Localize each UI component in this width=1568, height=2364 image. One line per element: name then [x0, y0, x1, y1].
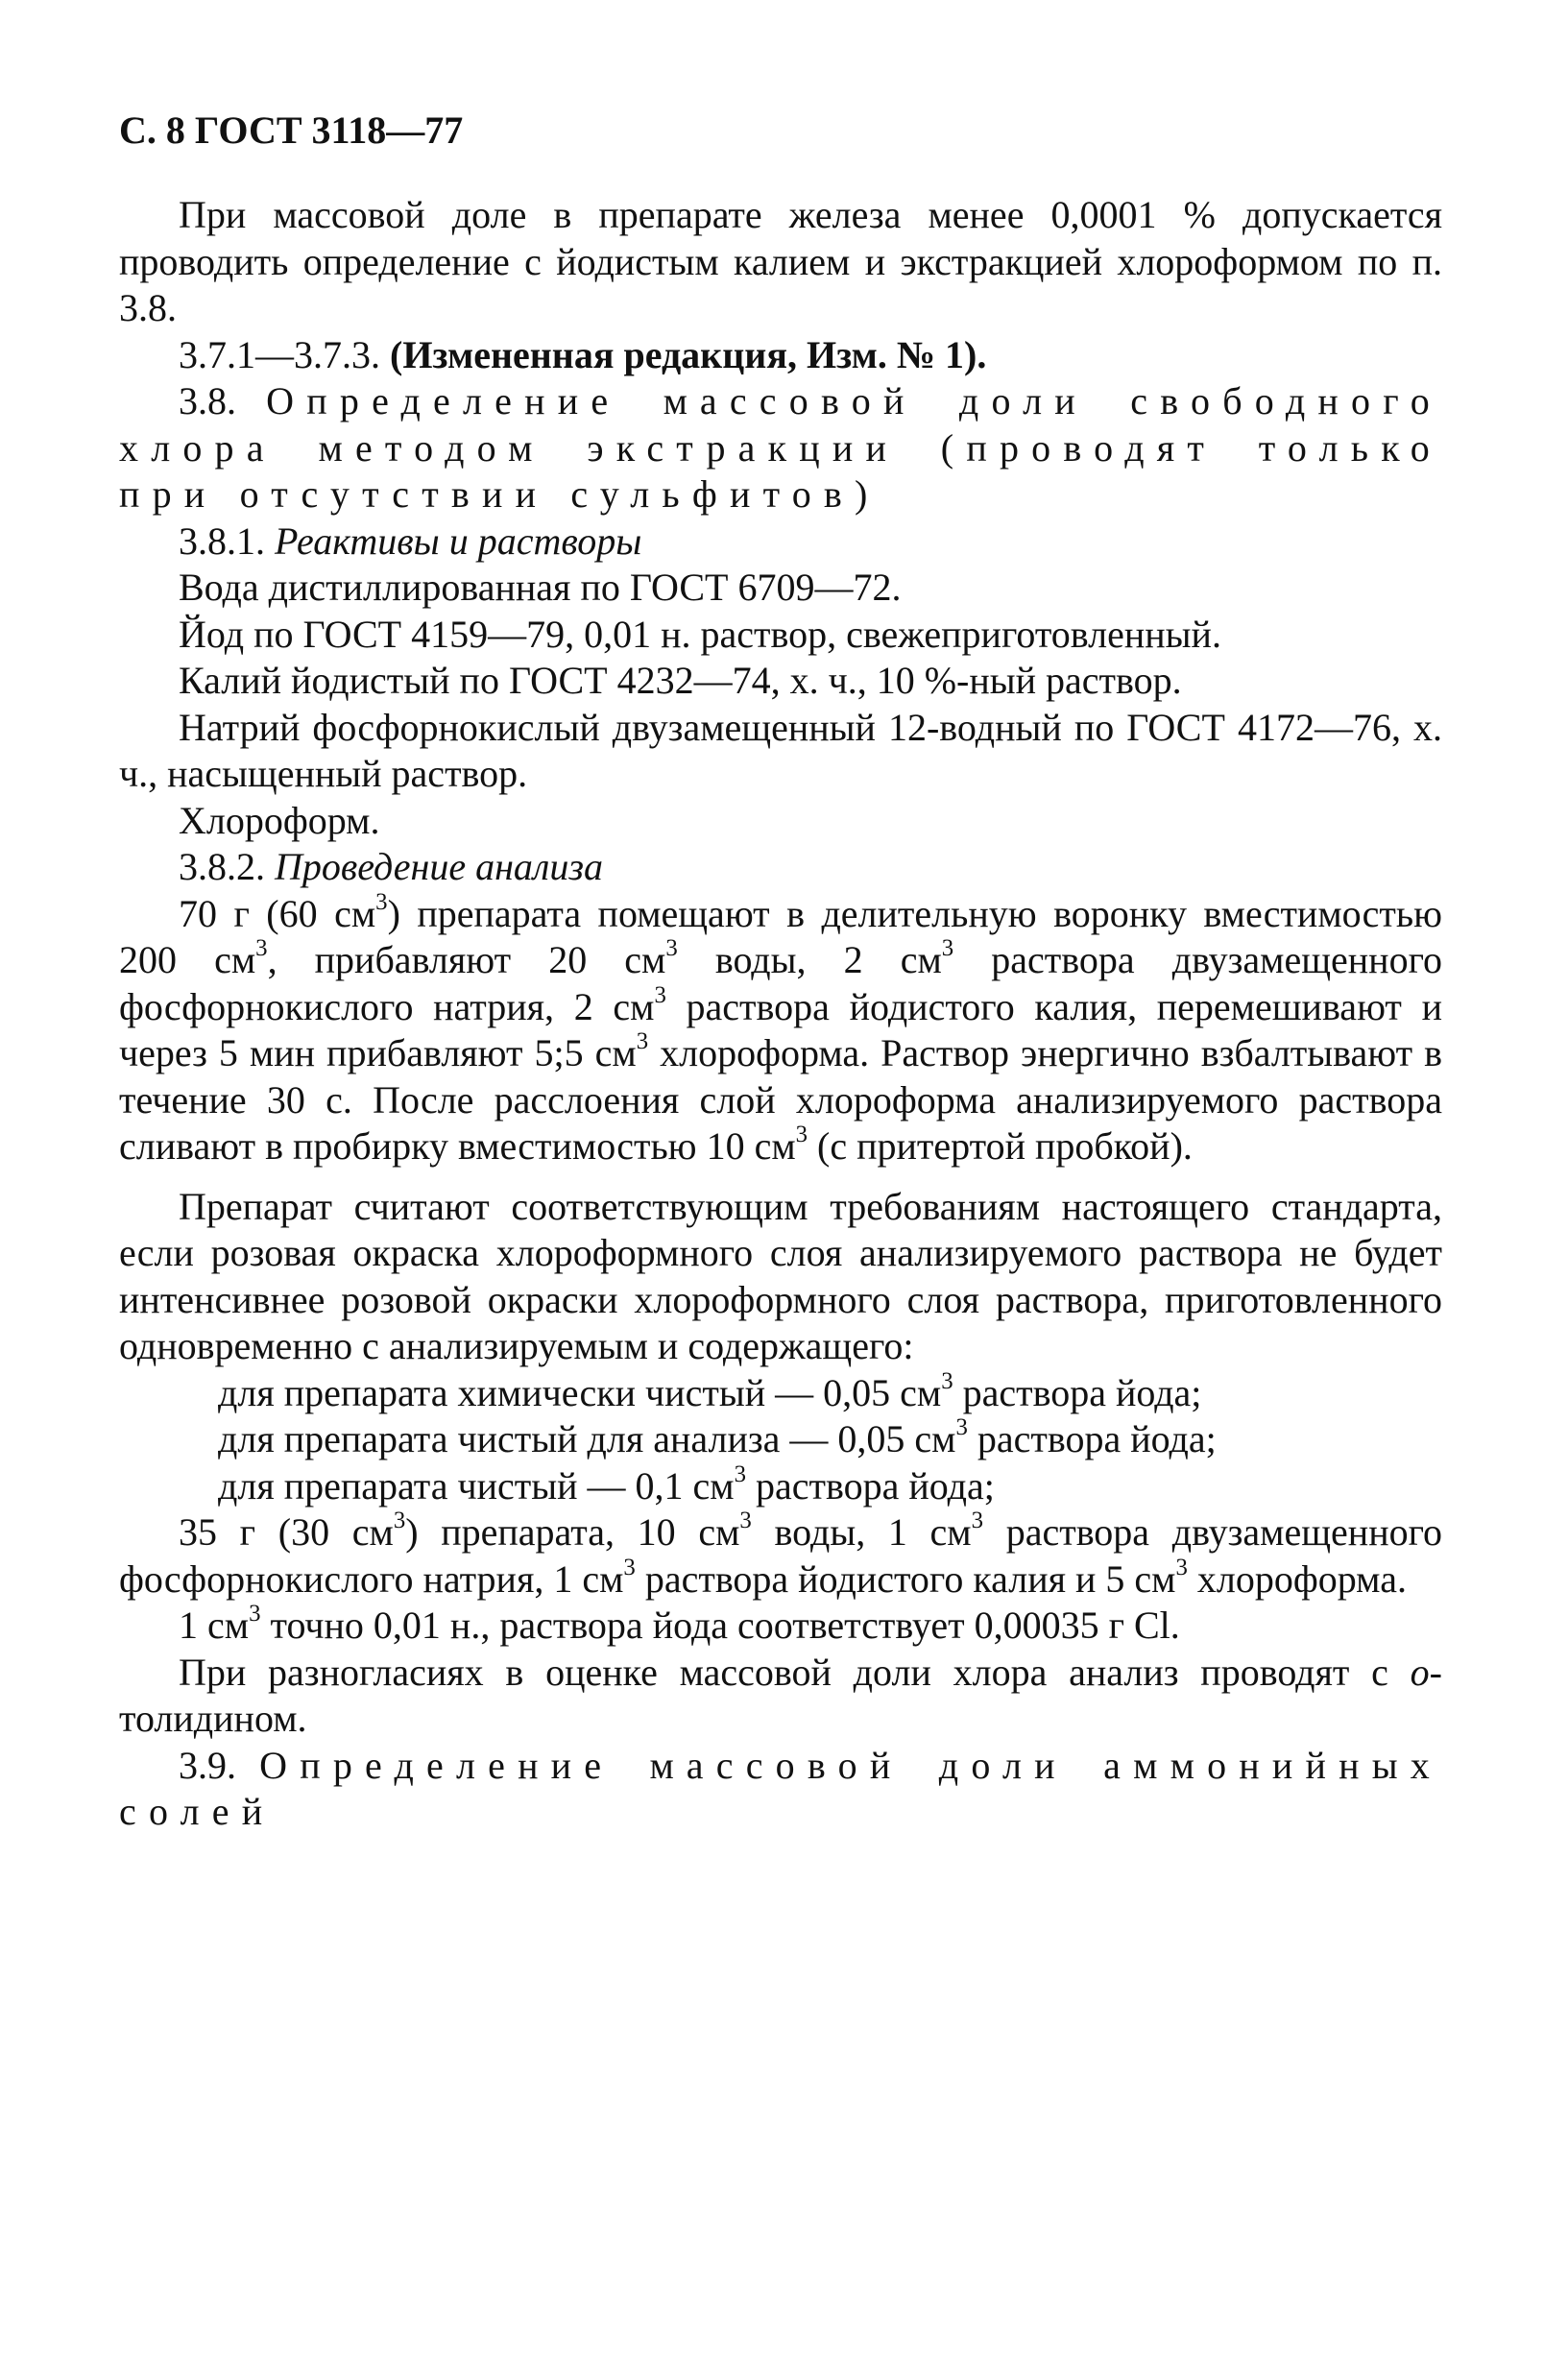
text-run: При разногласиях в оценке массовой доли хлора анализ проводят с [179, 1650, 1411, 1694]
text-run: ) препарата, 10 см [405, 1510, 740, 1554]
superscript: 3 [941, 935, 954, 962]
section-3-9-heading [119, 1743, 1442, 1836]
superscript: 3 [795, 1122, 808, 1148]
text-run: раствора йодистого калия и 5 см [635, 1556, 1176, 1601]
text-run: о [1410, 1650, 1430, 1694]
reagent-chloroform: Хлороформ. [179, 798, 380, 842]
text-run: ,05 см [842, 1370, 942, 1414]
superscript: 3 [654, 981, 666, 1008]
grade-pure-for-analysis [119, 1416, 1442, 1463]
text-run: хлороформа. Раствор энергично взбалтывают в течение 30 с. После расслоения слой хлороформа анализируемого раствора сливают в пробирку вместимостью 10 см [119, 1031, 1442, 1168]
text-run: воды, 2 см [677, 938, 942, 981]
section-title: Определение массовой доли аммонийных солей [119, 1743, 1442, 1833]
text-run: для препарата чистый для анализа — 0,05 см [218, 1417, 956, 1460]
section-3-8-1-heading [119, 519, 1442, 566]
half-quantity-paragraph [119, 1509, 1442, 1603]
superscript: 3 [393, 1508, 406, 1534]
section-3-8-2-heading [119, 844, 1442, 891]
text-run: раствора йода; [967, 1417, 1217, 1460]
superscript: 3 [739, 1508, 752, 1534]
text-run: хлороформа. [1187, 1556, 1407, 1601]
conformity-paragraph: Препарат считают соответствующим требованиям настоящего стандарта, если розовая окраска хлороформного слоя анализируемого раствора не будет интенсивнее розовой окраски хлороформного слоя раствора, приготовленного одновременно с анализируемым и содержащего: [119, 1184, 1442, 1367]
amendment-note [119, 332, 1442, 379]
grade-pure [119, 1460, 1442, 1510]
analysis-procedure [119, 888, 1443, 1170]
amendment-text: (Измененная редакция, Изм. № 1). [390, 332, 987, 376]
superscript: 3 [955, 1414, 968, 1441]
superscript: 3 [255, 935, 268, 962]
dispute-paragraph [119, 1650, 1442, 1743]
text-run: раствора двузамещенного фосфорнокислого натрия, 2 см [119, 938, 1442, 1028]
text-run: ) препарата помещают в делительную воронку вместимостью 200 см [119, 891, 1443, 981]
superscript: 3 [249, 1601, 261, 1628]
text-run: -толидином. [119, 1650, 1442, 1740]
text-run: раствора йода; [953, 1370, 1202, 1414]
reagent-water: Вода дистиллированная по ГОСТ 6709—72. [179, 566, 902, 609]
text-run: раствора двузамещенного фосфорнокислого натрия, 1 см [119, 1510, 1443, 1601]
text-run: 70 г (60 см [179, 891, 376, 935]
reagent-iodine: Йод по ГОСТ 4159—79, 0,01 н. раствор, свежеприготовленный. [179, 612, 1221, 656]
page-header: С. 8 ГОСТ 3118—77 [119, 109, 464, 152]
text-run: для препарата чистый — 0,1 см [218, 1463, 735, 1508]
equivalence-paragraph [119, 1603, 1442, 1650]
text-run: раствора йодистого калия, перемешивают и через 5 мин прибавляют 5;5 см [119, 984, 1442, 1074]
superscript: 3 [623, 1554, 636, 1580]
superscript: 3 [734, 1460, 746, 1487]
text-run: раствора йода; [745, 1463, 995, 1508]
superscript: 3 [375, 888, 388, 915]
text-run: воды, 1 см [751, 1510, 972, 1554]
section-number: 3.9. [179, 1743, 236, 1787]
section-number: 3.8.1. [179, 519, 265, 563]
document-body [119, 192, 1442, 1836]
text-run: , прибавляют 20 см [267, 938, 666, 981]
superscript: 3 [636, 1028, 649, 1055]
text-run: точно 0,01 н., раствора йода соответствует 0,00035 г Cl. [260, 1604, 1180, 1647]
reagent-potassium-iodide: Калий йодистый по ГОСТ 4232—74, х. ч., 10 %-ный раствор. [179, 659, 1182, 702]
amendment-ref: 3.7.1—3.7.3. [179, 332, 380, 376]
paragraph-iron: При массовой доле в препарате железа менее 0,0001 % допускается проводить определение с йодистым калием и экстракцией хлороформом по п. 3.8. [119, 193, 1442, 329]
superscript: 3 [941, 1367, 953, 1394]
section-title: Проведение анализа [275, 845, 603, 888]
section-3-8-heading [119, 378, 1442, 519]
superscript: 3 [665, 935, 678, 962]
text-run: 35 г (30 см [179, 1510, 394, 1554]
text-run: 1 см [179, 1604, 250, 1647]
section-number: 3.8.2. [179, 845, 265, 888]
superscript: 3 [1175, 1554, 1188, 1580]
section-number: 3.8. [179, 379, 236, 422]
section-title: Реактивы и растворы [275, 519, 642, 563]
text-run: для препарата химически чистый — 0 [218, 1370, 843, 1414]
superscript: 3 [971, 1508, 984, 1534]
grade-chemically-pure [119, 1367, 1442, 1417]
text-run: (с притертой пробкой). [808, 1124, 1193, 1168]
section-title: Определение массовой доли свободного хлора методом экстракции (проводят только при отсутствии сульфитов) [119, 379, 1443, 516]
reagent-sodium-phosphate: Натрий фосфорнокислый двузамещенный 12-водный по ГОСТ 4172—76, х. ч., насыщенный раствор. [119, 705, 1442, 795]
